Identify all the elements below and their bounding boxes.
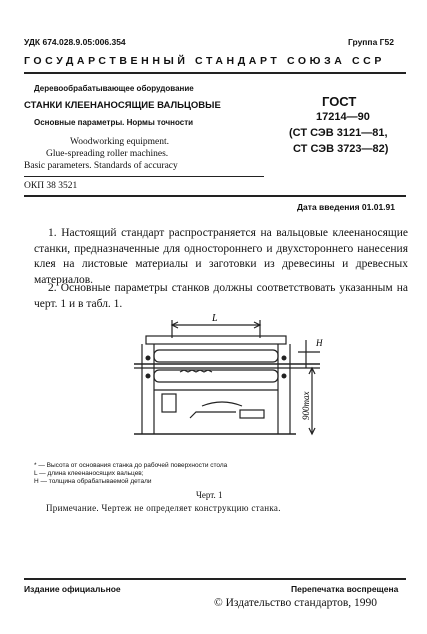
title-block-rule [24, 176, 264, 177]
okp-rule [24, 195, 406, 197]
standard-title: ГОСУДАРСТВЕННЫЙ СТАНДАРТ СОЮЗА ССР [24, 55, 385, 67]
st-sev-1: (СТ СЭВ 3121—81, [289, 127, 388, 139]
header-rule [24, 72, 406, 74]
udk-code: УДК 674.028.9.05:006.354 [24, 37, 126, 47]
dim-H-label: H [316, 338, 323, 348]
document-title: СТАНКИ КЛЕЕНАНОСЯЩИЕ ВАЛЬЦОВЫЕ [24, 100, 221, 111]
paragraph-2: 2. Основные параметры станков должны соответствовать указанным на черт. 1 и в табл. 1. [34, 282, 408, 310]
drawing-note: Примечание. Чертеж не определяет конструкцию станка. [46, 503, 281, 513]
machine-drawing [120, 312, 325, 452]
paragraph-1: 1. Настоящий стандарт распространяется на вальцовые клеенаносящие станки, предназначенные для одностороннего и двухстороннего нанесения клея на листовые материалы и заготовки из древесины и древесных материалов. [34, 227, 408, 286]
drawing-footnote-1: * — Высота от основания станка до рабочей поверхности стола [34, 462, 228, 469]
introduction-date: Дата введения 01.01.91 [297, 202, 395, 212]
okp-code: ОКП 38 3521 [24, 181, 78, 191]
copyright: © Издательство стандартов, 1990 [214, 597, 378, 609]
gost-label: ГОСТ [322, 94, 357, 109]
edition-label: Издание официальное [24, 584, 121, 594]
document-subtitle: Основные параметры. Нормы точности [34, 118, 194, 127]
category-label: Деревообрабатывающее оборудование [34, 84, 194, 93]
dim-900-label: 900max [301, 391, 311, 420]
gost-number: 17214—90 [316, 111, 370, 123]
dim-L-label: L [212, 313, 218, 324]
reprint-label: Перепечатка воспрещена [291, 584, 399, 594]
english-title-1: Woodworking equipment. [70, 137, 169, 147]
english-title-3: Basic parameters. Standards of accuracy [24, 161, 178, 171]
english-title-2: Glue-spreading roller machines. [46, 149, 169, 159]
drawing-caption: Черт. 1 [196, 490, 223, 500]
group-code: Группа Г52 [348, 37, 394, 47]
drawing-footnote-2: L — длина клеенаносящих вальцев; [34, 470, 144, 477]
drawing-footnote-3: H — толщина обрабатываемой детали [34, 478, 152, 485]
st-sev-2: СТ СЭВ 3723—82) [293, 143, 389, 155]
footer-rule [24, 578, 406, 580]
